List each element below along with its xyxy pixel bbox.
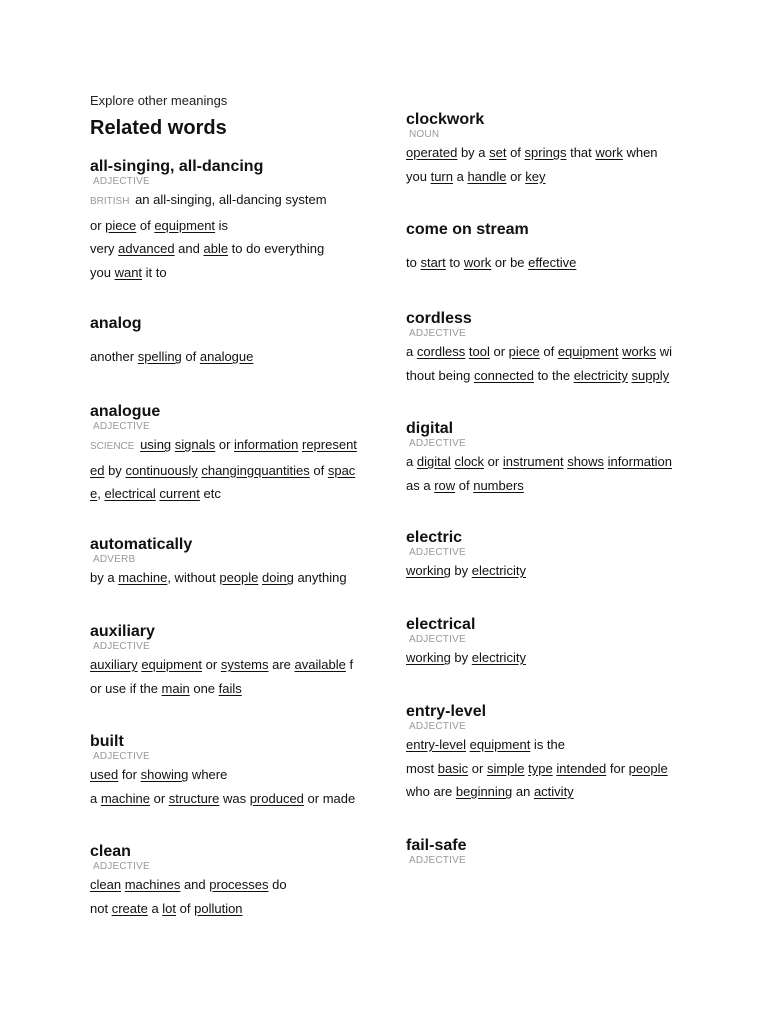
definition-line	[90, 433, 357, 459]
definition-link[interactable]: entry-level	[406, 737, 466, 752]
entry-analogue	[90, 402, 357, 506]
definition-text: or	[215, 437, 235, 452]
entry-headword[interactable]: auxiliary	[90, 623, 155, 640]
definition-link[interactable]: processes	[209, 877, 269, 892]
definition-link[interactable]: showing	[140, 767, 189, 782]
definition-link[interactable]: changingquantities	[201, 462, 310, 478]
definition-link[interactable]: connected	[473, 367, 534, 383]
definition-text: etc	[199, 486, 221, 501]
definition-line	[406, 340, 672, 364]
definition-text: by	[104, 462, 126, 478]
definition-link[interactable]: electricity	[471, 650, 526, 665]
definition-line	[406, 646, 526, 670]
definition-link[interactable]: continuously	[125, 462, 198, 478]
definition-link[interactable]: set	[489, 145, 507, 160]
entry-headword[interactable]: digital	[406, 420, 454, 437]
definition-link[interactable]: springs	[524, 145, 567, 160]
definition-text: where	[188, 767, 228, 782]
entry-headword[interactable]: built	[90, 733, 124, 750]
definition-text: an all-singing, all-dancing system	[131, 192, 327, 207]
definition-text: or use if the	[90, 680, 162, 696]
definition-link[interactable]: supply	[631, 367, 670, 383]
definition-line	[406, 559, 526, 583]
part-of-speech: ADJECTIVE	[93, 861, 150, 872]
entry-entry-level	[406, 702, 668, 804]
page-title: Related words	[90, 117, 227, 139]
definition-link[interactable]: people	[219, 570, 259, 585]
definition-text: that	[566, 145, 596, 160]
definition-text: of	[506, 145, 525, 160]
definition-link[interactable]: work	[595, 145, 623, 160]
definition-link[interactable]: represent	[301, 437, 357, 452]
usage-label: SCIENCE	[90, 441, 135, 452]
definition-text: not	[90, 900, 112, 916]
definition-link[interactable]: shows	[567, 454, 605, 469]
definition-link[interactable]: create	[111, 900, 148, 916]
entry-headword[interactable]: electrical	[406, 616, 476, 633]
entry-headword[interactable]: come on stream	[406, 221, 529, 238]
definition-link[interactable]: start	[420, 255, 446, 270]
entry-all-singing-all-dancing	[90, 157, 327, 284]
definition-text: f	[345, 657, 354, 672]
definition-link[interactable]: working	[406, 650, 451, 665]
definition-text: most	[406, 760, 438, 776]
entry-headword[interactable]: cordless	[406, 310, 472, 327]
definition-line	[90, 897, 287, 921]
definition-link[interactable]: electricity	[471, 563, 526, 578]
definition-text: an	[512, 784, 534, 799]
definition-text: by	[450, 563, 472, 578]
definition-link[interactable]: clock	[454, 454, 485, 469]
definition-text: you	[406, 168, 431, 184]
definition-link[interactable]: electrical	[104, 486, 156, 501]
definition-link[interactable]: handle	[467, 168, 507, 184]
definition-text: is the	[530, 737, 565, 752]
definition-link[interactable]: fails	[218, 680, 242, 696]
definition-text: of	[539, 344, 558, 359]
definition-link[interactable]: able	[203, 241, 229, 256]
definition-link[interactable]: using	[140, 437, 172, 452]
part-of-speech: NOUN	[409, 129, 440, 140]
definition-text: of	[176, 900, 195, 916]
definition-link[interactable]: equipment	[141, 657, 203, 672]
entry-headword[interactable]: clean	[90, 843, 131, 860]
definition-line	[406, 733, 668, 757]
definition-line	[90, 873, 287, 897]
definition-text: anything	[293, 570, 347, 585]
definition-link[interactable]: analogue	[199, 349, 254, 364]
definition-link[interactable]: numbers	[473, 477, 524, 493]
definition-line	[406, 165, 658, 189]
definition-link[interactable]: ed	[90, 462, 105, 478]
definition-text: it to	[142, 264, 167, 280]
definition-link[interactable]: equipment	[469, 737, 531, 752]
explore-other-meanings: Explore other meanings	[90, 93, 228, 108]
definition-text: a	[147, 900, 163, 916]
usage-label: BRITISH	[90, 196, 130, 207]
definition-text: of	[136, 217, 155, 233]
definition-text: by a	[90, 570, 119, 585]
definition-link[interactable]: information	[607, 454, 672, 469]
definition-link[interactable]: working	[406, 563, 451, 578]
part-of-speech: ADJECTIVE	[409, 438, 466, 449]
definition-link[interactable]: digital	[416, 454, 451, 469]
entry-headword[interactable]: analogue	[90, 403, 161, 420]
entry-automatically	[90, 535, 347, 590]
entry-analog	[90, 314, 253, 369]
definition-line	[406, 757, 668, 781]
definition-text: wi	[656, 344, 672, 359]
definition-link[interactable]: equipment	[557, 344, 619, 359]
definition-link[interactable]: works	[622, 344, 657, 359]
definition-text: another	[90, 349, 138, 364]
definition-link[interactable]: instrument	[502, 454, 564, 469]
entry-fail-safe	[406, 836, 466, 867]
definition-line	[406, 450, 672, 474]
definition-text: to	[406, 255, 421, 270]
entry-headword[interactable]: fail-safe	[406, 837, 467, 854]
definition-text: or	[149, 790, 169, 806]
definition-text: or	[202, 657, 221, 672]
definition-link[interactable]: turn	[430, 168, 453, 184]
definition-text: of	[455, 477, 474, 493]
definition-link[interactable]: machines	[124, 877, 181, 892]
definition-text: a	[90, 790, 101, 806]
definition-text: was	[219, 790, 250, 806]
definition-link[interactable]: machine	[100, 790, 150, 806]
definition-link[interactable]: doing	[262, 570, 294, 585]
definition-line	[90, 261, 327, 285]
definition-text: thout being	[406, 367, 474, 383]
definition-text: to do everything	[228, 241, 325, 256]
definition-text: of	[181, 349, 200, 364]
entry-clockwork	[406, 110, 658, 188]
entry-headword[interactable]: analog	[90, 315, 142, 332]
entry-headword[interactable]: electric	[406, 529, 463, 546]
definition-text: to the	[533, 367, 574, 383]
definition-link[interactable]: systems	[220, 657, 269, 672]
definition-line	[406, 364, 672, 388]
definition-link[interactable]: basic	[437, 760, 469, 776]
definition-link[interactable]: intended	[556, 760, 607, 776]
definition-link[interactable]: advanced	[118, 241, 175, 256]
definition-text: and	[180, 877, 210, 892]
definition-text: or be	[491, 255, 529, 270]
definition-line	[90, 677, 353, 701]
definition-link[interactable]: tool	[468, 344, 490, 359]
entry-cordless	[406, 309, 672, 387]
definition-line	[90, 237, 327, 261]
entry-digital	[406, 419, 672, 497]
definition-text: is	[215, 217, 229, 233]
entry-built	[90, 732, 355, 810]
entry-headword[interactable]: all-singing, all-dancing	[90, 158, 264, 175]
part-of-speech: ADJECTIVE	[409, 634, 466, 645]
definition-link[interactable]: simple	[486, 760, 525, 776]
part-of-speech: ADJECTIVE	[93, 641, 150, 652]
definition-text: are	[268, 657, 295, 672]
entry-clean	[90, 842, 287, 920]
definition-link[interactable]: piece	[508, 344, 540, 359]
definition-text: for	[118, 767, 141, 782]
definition-text: , without	[167, 570, 220, 585]
part-of-speech: ADJECTIVE	[409, 721, 466, 732]
definition-link[interactable]: auxiliary	[90, 657, 138, 672]
definition-text: to	[445, 255, 464, 270]
part-of-speech: ADJECTIVE	[93, 421, 150, 432]
definition-link[interactable]: main	[161, 680, 190, 696]
definition-text: by	[450, 650, 472, 665]
definition-line	[406, 474, 672, 498]
definition-text: or	[506, 168, 526, 184]
definition-text: by a	[457, 145, 490, 160]
definition-line	[406, 780, 668, 804]
definition-link[interactable]: e	[90, 486, 98, 501]
definition-text: one	[189, 680, 219, 696]
entry-electrical	[406, 615, 526, 670]
definition-line	[90, 214, 327, 238]
definition-link[interactable]: produced	[249, 790, 304, 806]
entry-auxiliary	[90, 622, 353, 700]
definition-line	[90, 459, 357, 483]
definition-line	[90, 763, 355, 787]
part-of-speech: ADJECTIVE	[409, 328, 466, 339]
definition-text: and	[174, 241, 204, 256]
definition-link[interactable]: beginning	[455, 784, 513, 799]
definition-text: very	[90, 241, 119, 256]
definition-line	[90, 188, 327, 214]
definition-link[interactable]: machine	[118, 570, 168, 585]
definition-text: who are	[406, 784, 456, 799]
definition-text: a	[406, 344, 417, 359]
definition-text: when	[622, 145, 658, 160]
definition-link[interactable]: current	[159, 486, 200, 501]
definition-link[interactable]: key	[525, 168, 546, 184]
definition-text: or	[484, 454, 503, 469]
definition-text: or	[468, 760, 487, 776]
definition-text: a	[406, 454, 417, 469]
definition-link[interactable]: people	[628, 760, 668, 776]
entry-headword[interactable]: entry-level	[406, 703, 487, 720]
definition-text: as a	[406, 477, 435, 493]
entry-headword[interactable]: automatically	[90, 536, 193, 553]
definition-line	[406, 251, 576, 275]
definition-link[interactable]: activity	[533, 784, 574, 799]
part-of-speech: ADJECTIVE	[93, 751, 150, 762]
definition-link[interactable]: cordless	[416, 344, 466, 359]
definition-link[interactable]: information	[234, 437, 299, 452]
entry-come-on-stream	[406, 220, 576, 275]
part-of-speech: ADJECTIVE	[409, 547, 466, 558]
definition-text: for	[606, 760, 629, 776]
part-of-speech: ADJECTIVE	[409, 855, 466, 866]
definition-text: of	[309, 462, 328, 478]
definition-line	[90, 787, 355, 811]
definition-link[interactable]: spelling	[137, 349, 182, 364]
definition-link[interactable]: work	[463, 255, 492, 270]
definition-link[interactable]: clean	[90, 877, 122, 892]
definition-link[interactable]: available	[294, 657, 346, 672]
definition-line	[90, 345, 253, 369]
definition-link[interactable]: used	[90, 767, 119, 782]
definition-link[interactable]: row	[434, 477, 456, 493]
entry-electric	[406, 528, 526, 583]
definition-link[interactable]: pollution	[194, 900, 243, 916]
entry-headword[interactable]: clockwork	[406, 111, 485, 128]
definition-link[interactable]: equipment	[154, 217, 216, 233]
definition-link[interactable]: signals	[174, 437, 216, 452]
definition-line	[90, 566, 347, 590]
definition-link[interactable]: piece	[105, 217, 137, 233]
definition-link[interactable]: effective	[528, 255, 577, 270]
definition-text: or	[489, 344, 509, 359]
definition-text: or	[90, 217, 106, 233]
definition-link[interactable]: lot	[162, 900, 177, 916]
definition-link[interactable]: structure	[168, 790, 220, 806]
part-of-speech: ADJECTIVE	[93, 176, 150, 187]
definition-text: or made	[303, 790, 356, 806]
definition-text: a	[452, 168, 468, 184]
part-of-speech: ADVERB	[93, 554, 136, 565]
definition-link[interactable]: electricity	[573, 367, 628, 383]
definition-link[interactable]: want	[114, 264, 143, 280]
definition-text: you	[90, 264, 115, 280]
definition-line	[90, 653, 353, 677]
definition-text: do	[268, 877, 287, 892]
definition-text: ,	[97, 486, 105, 501]
definition-link[interactable]: spac	[327, 462, 356, 478]
definition-line	[90, 482, 357, 506]
definition-link[interactable]: type	[528, 760, 553, 776]
definition-link[interactable]: operated	[406, 145, 458, 160]
definition-line	[406, 141, 658, 165]
